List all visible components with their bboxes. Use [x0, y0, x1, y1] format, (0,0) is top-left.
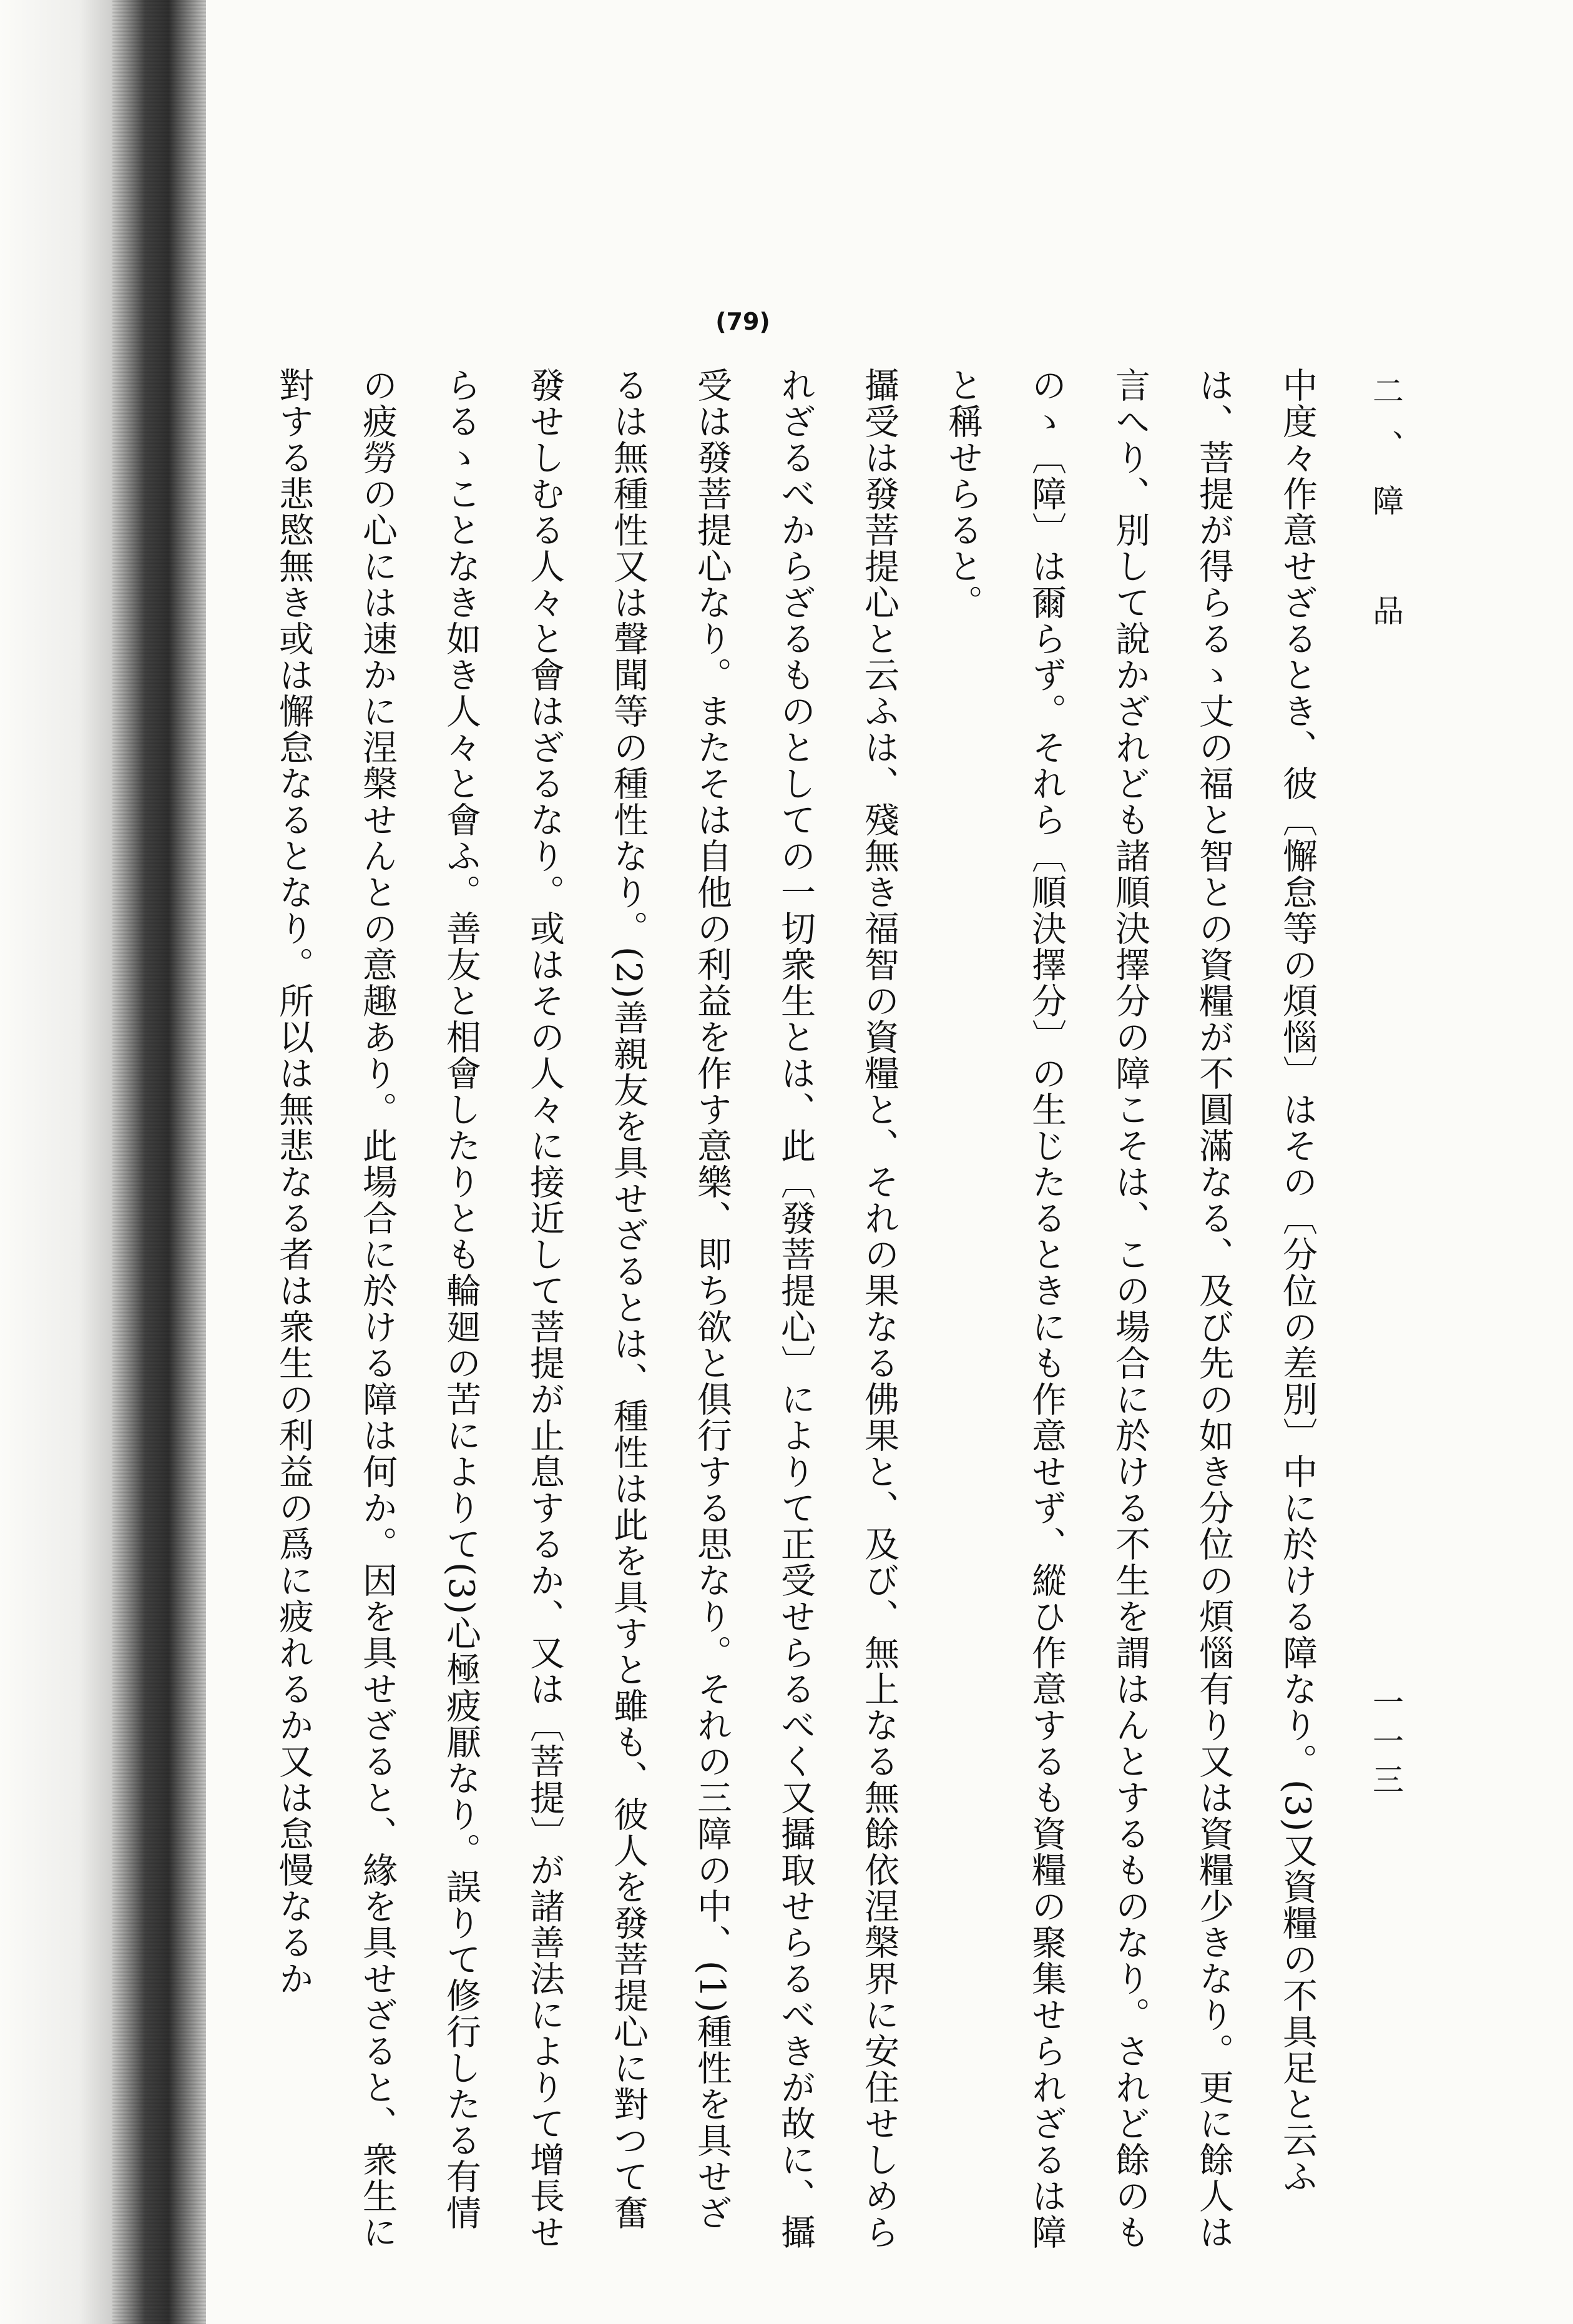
body-text	[273, 367, 1339, 2265]
binding-shadow	[0, 0, 112, 2324]
page-number-kanji: 一一三	[1368, 1686, 1404, 1802]
book-binding-strip	[112, 0, 206, 2324]
paragraph-1: 中度々作意せざるとき、彼〔懈怠等の煩惱〕はその〔分位の差別〕中に於ける障なり。(3)又資糧の不具足と云ふは、菩提が得らるゝ丈の福と智との資糧が不圓滿なる、及び先の如き分位の煩惱有り又は資糧少きなり。更に餘人は言へり、別して說かざれども諸順決擇分の障こそは、この場合に於ける不生を謂はんとするものなり。されど餘のものゝ〔障〕は爾らず。それら〔順決擇分〕の生じたるときにも作意せず、縱ひ作意するも資糧の聚集せられざるは障と稱せらると。	[943, 367, 1318, 2250]
page-number-arabic: (79)	[715, 308, 770, 335]
paragraph-2: 攝受は發菩提心と云ふは、殘無き福智の資糧と、それの果なる佛果と、及び、無上なる無餘依涅槃界に安住せしめられざるべからざるものとしての一切衆生とは、此〔發菩提心〕によりて正受せらるべく又攝取せらるべきが故に、攝受は發菩提心なり。またそは自他の利益を作す意樂、即ち欲と俱行する思なり。それの三障の中、(1)種性を具せざるは無種性又は聲聞等の種性なり。(2)善親友を具せざるとは、種性は此を具すと雖も、彼人を發菩提心に對つて奮發せしむる人々と會はざるなり。或はその人々に接近して菩提が止息するか、又は〔菩提〕が諸善法によりて增長せらるゝことなき如き人々と會ふ。善友と相會したりとも輪廻の苦によりて(3)心極疲厭なり。誤りて修行したる有情の疲勞の心には速かに涅槃せんとの意趣あり。此場合に於ける障は何か。因を具せざると、緣を具せざると、衆生に對する悲愍無き或は懈怠なるとなり。所以は無悲なる者は衆生の利益の爲に疲れるか又は怠慢なるか	[273, 367, 899, 2250]
running-head: 二、障 品	[1368, 375, 1404, 649]
